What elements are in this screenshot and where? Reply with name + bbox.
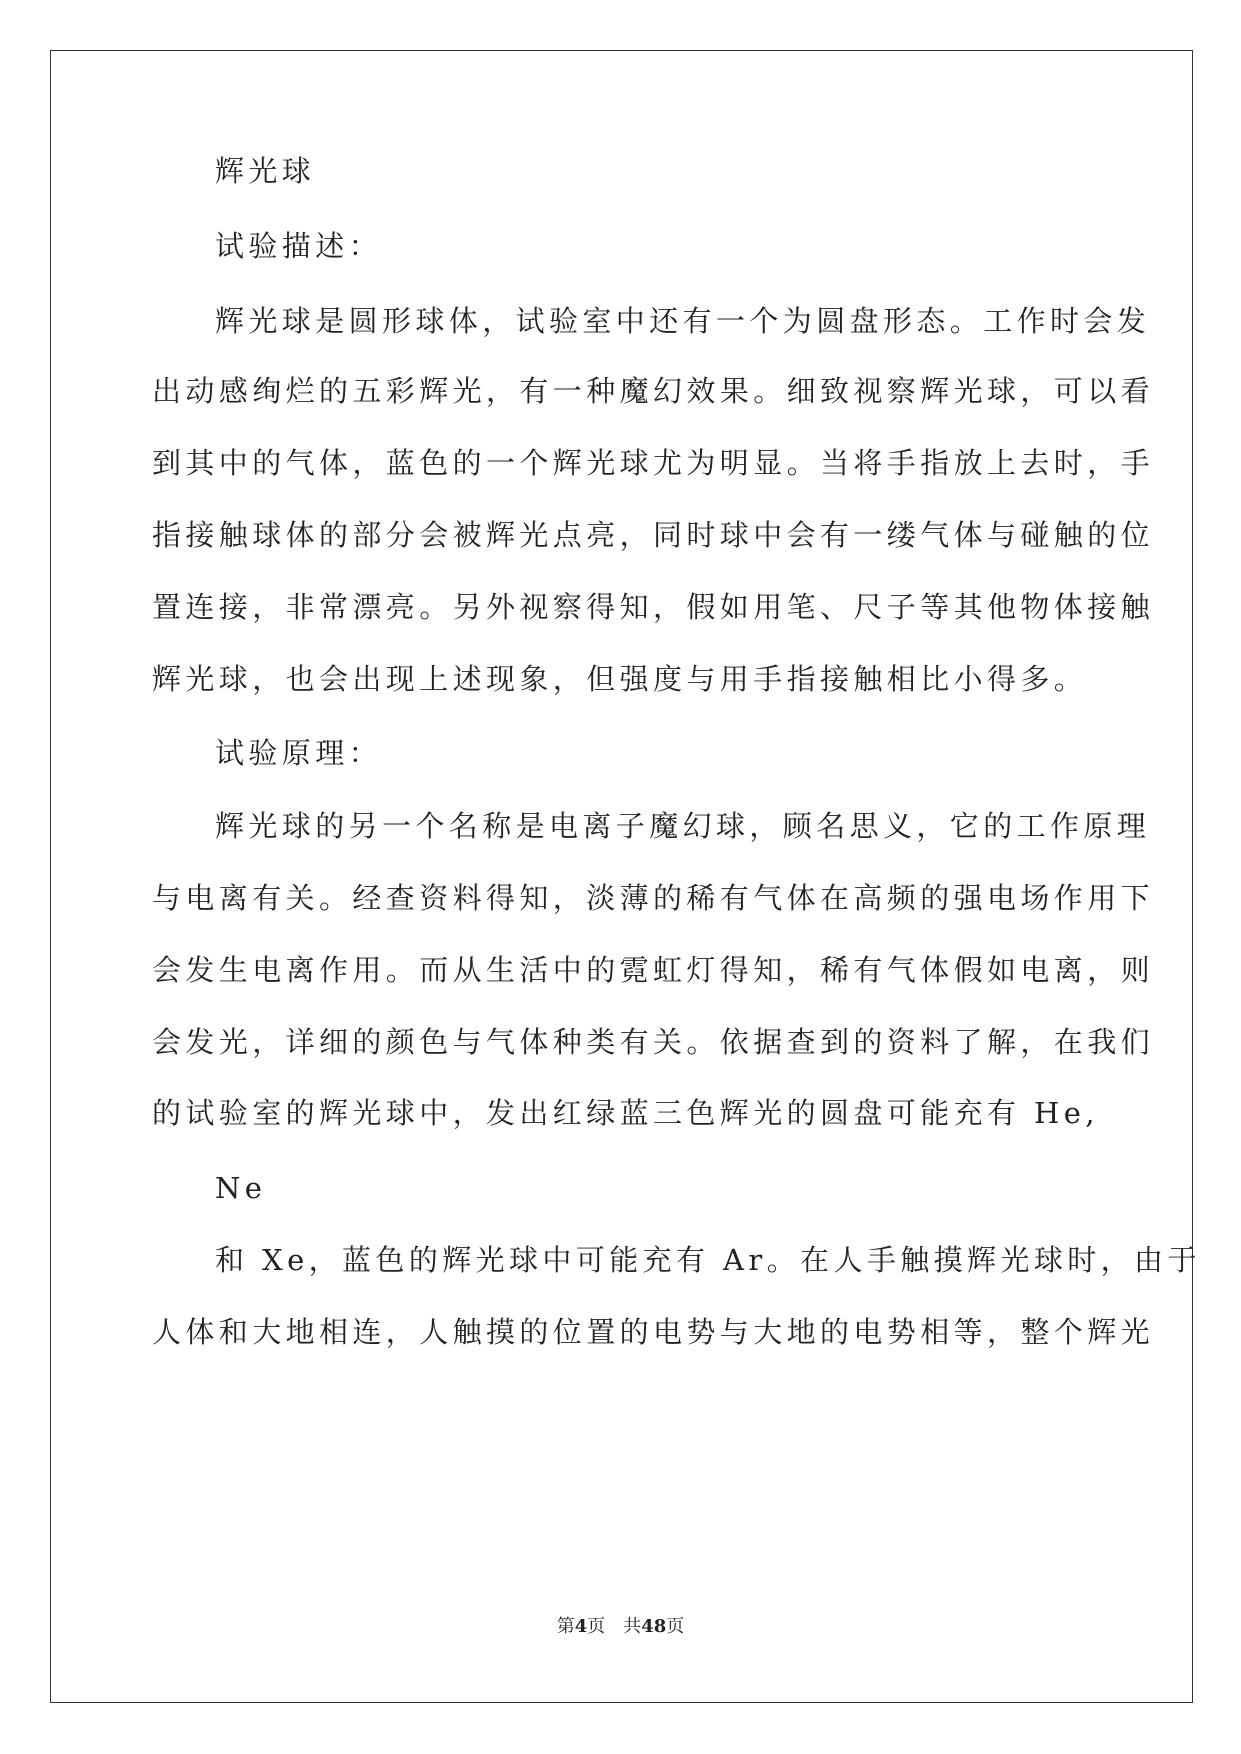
paragraph-line: 辉光球，也会出现上述现象，但强度与用手指接触相比小得多。: [152, 662, 1088, 696]
page-border: [50, 50, 1193, 1703]
paragraph-line: 辉光球是圆形球体，试验室中还有一个为圆盘形态。工作时会发: [215, 304, 1151, 338]
paragraph-line: Ne: [215, 1171, 267, 1205]
paragraph-line: 的试验室的辉光球中，发出红绿蓝三色辉光的圆盘可能充有 He,: [152, 1096, 1099, 1130]
footer-prefix: 第: [556, 1616, 575, 1637]
paragraph-line: 和 Xe，蓝色的辉光球中可能充有 Ar。在人手触摸辉光球时，由于: [215, 1243, 1201, 1277]
paragraph-line: 指接触球体的部分会被辉光点亮，同时球中会有一缕气体与碰触的位: [152, 518, 1155, 552]
section-heading-principle: 试验原理：: [215, 736, 383, 770]
paragraph-line: 会发生电离作用。而从生活中的霓虹灯得知，稀有气体假如电离，则: [152, 953, 1155, 987]
total-pages: 48: [641, 1616, 667, 1637]
paragraph-line: 辉光球的另一个名称是电离子魔幻球，顾名思义，它的工作原理: [215, 809, 1151, 843]
page-footer: [0, 1612, 1241, 1638]
paragraph-line: 出动感绚烂的五彩辉光，有一种魔幻效果。细致视察辉光球，可以看: [152, 374, 1155, 408]
footer-middle: 页 共: [587, 1616, 642, 1637]
section-heading-description: 试验描述：: [215, 229, 383, 263]
paragraph-line: 到其中的气体，蓝色的一个辉光球尤为明显。当将手指放上去时，手: [152, 446, 1155, 480]
paragraph-line: 置连接，非常漂亮。另外视察得知，假如用笔、尺子等其他物体接触: [152, 590, 1155, 624]
page-number: 4: [574, 1616, 588, 1637]
footer-suffix: 页: [666, 1616, 685, 1637]
paragraph-line: 人体和大地相连，人触摸的位置的电势与大地的电势相等，整个辉光: [152, 1315, 1155, 1349]
paragraph-line: 会发光，详细的颜色与气体种类有关。依据查到的资料了解，在我们: [152, 1025, 1155, 1059]
paragraph-line: 与电离有关。经查资料得知，淡薄的稀有气体在高频的强电场作用下: [152, 881, 1155, 915]
heading-title: 辉光球: [215, 154, 316, 188]
